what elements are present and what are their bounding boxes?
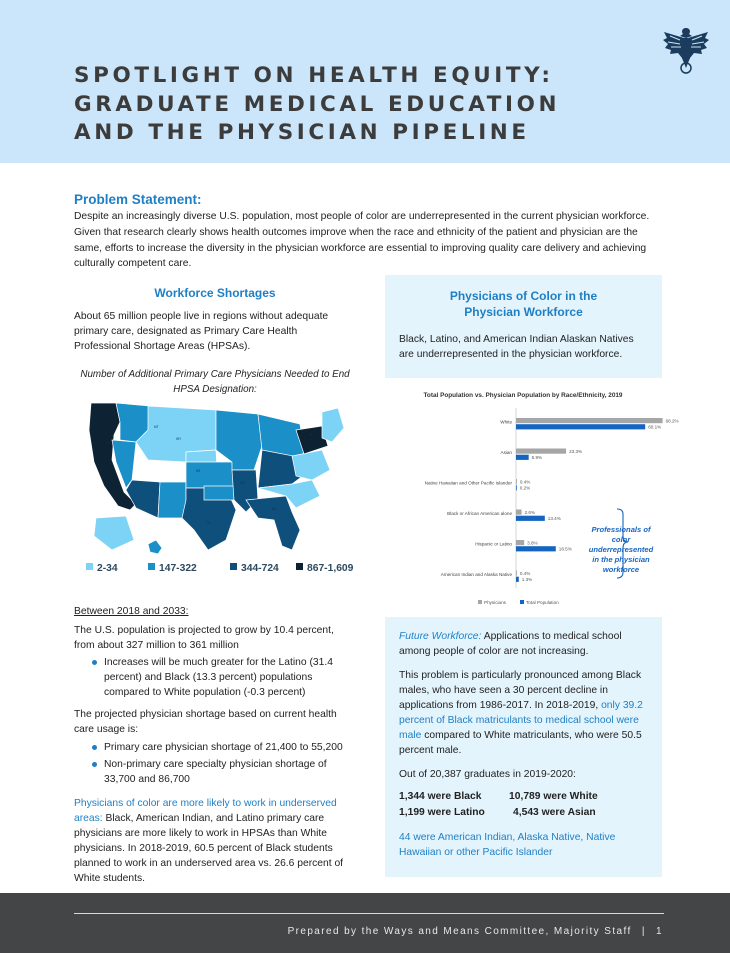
list-item: Non-primary care specialty physician shortage of 33,700 and 86,700 bbox=[92, 757, 356, 787]
underserved-link[interactable]: Physicians of color are more likely to work in underserved areas: bbox=[74, 798, 337, 824]
annotation-line-3: underrepresented bbox=[588, 545, 654, 554]
chart-title: Total Population vs. Physician Population by Race/Ethnicity, 2019 bbox=[423, 392, 623, 399]
map-region-midwest bbox=[216, 410, 262, 470]
legend-swatch-1 bbox=[86, 563, 93, 570]
graduates-footer: 44 were American Indian, Alaska Native, Native Hawaiian or other Pacific Islander bbox=[399, 832, 616, 858]
race-ethnicity-bar-chart bbox=[385, 384, 679, 614]
page-number: 1 bbox=[656, 926, 663, 937]
bar-value-label: 23.3% bbox=[569, 448, 583, 454]
title-line-2: GRADUATE MEDICAL EDUCATION bbox=[74, 91, 561, 117]
color-box-body: Black, Latino, and American Indian Alaskan Natives are underrepresented in the physician workforce. bbox=[399, 334, 634, 360]
shortage-list bbox=[92, 740, 356, 787]
graduates-intro: Out of 20,387 graduates in 2019-2020: bbox=[399, 769, 576, 780]
category-label: Black or African American alone bbox=[447, 511, 512, 516]
graduates-grid bbox=[399, 790, 648, 820]
legend-label-4: 867-1,609 bbox=[307, 563, 354, 574]
category-label: Asian bbox=[500, 450, 512, 455]
bar-value-label: 68.2% bbox=[665, 418, 679, 424]
legend-swatch-physicians bbox=[478, 600, 482, 604]
category-label: Hispanic or Latino bbox=[475, 541, 512, 547]
map-region-alaska bbox=[94, 516, 134, 550]
footer-separator: | bbox=[641, 926, 646, 937]
map-region-southwest bbox=[158, 482, 186, 518]
legend-item-1 bbox=[86, 563, 118, 574]
page-title bbox=[74, 62, 634, 148]
future-intro bbox=[399, 629, 648, 659]
bar-population bbox=[516, 577, 519, 582]
growth-text: The U.S. population is projected to grow by 10.4 percent, from about 327 million to 361 million bbox=[74, 625, 334, 651]
svg-text:KS: KS bbox=[196, 469, 201, 473]
underserved-text: Black, American Indian, and Latino primary care physicians are more likely to work in HPSAs than White physicians. In 2018-2019, 60.5 percent of Black students planned to work in an underserved area vs. 26.6 percent of White students. bbox=[74, 813, 344, 884]
legend-swatch-3 bbox=[230, 563, 237, 570]
svg-text:TX: TX bbox=[206, 521, 211, 525]
legend-swatch-4 bbox=[296, 563, 303, 570]
black-males-text-a: This problem is particularly pronounced among Black males, who have seen a 30 percent decline in applications from 1986-2017. In 2018-2019, bbox=[399, 670, 642, 711]
bar-physicians bbox=[516, 449, 566, 454]
svg-text:NY: NY bbox=[310, 433, 315, 437]
map-region-new-england bbox=[322, 408, 344, 442]
physicians-of-color-box bbox=[385, 275, 662, 378]
category-label: American Indian and Alaska Native bbox=[440, 572, 512, 577]
map-legend bbox=[86, 562, 356, 578]
bar-value-label: 0.2% bbox=[519, 485, 531, 491]
bar-population bbox=[516, 424, 645, 429]
footer-text bbox=[288, 926, 663, 937]
svg-text:CA: CA bbox=[106, 441, 111, 445]
annotation-line-2: color bbox=[611, 535, 631, 544]
bar-physicians bbox=[516, 510, 522, 515]
legend-swatch-population bbox=[520, 600, 524, 604]
shortage-intro: The projected physician shortage based on current health care usage is: bbox=[74, 709, 337, 735]
svg-text:MT: MT bbox=[154, 425, 159, 429]
bar-population bbox=[516, 516, 545, 521]
category-label: White bbox=[500, 419, 512, 425]
chart-legend bbox=[478, 600, 559, 605]
svg-text:GA: GA bbox=[272, 507, 277, 511]
eagle-seal-icon bbox=[660, 24, 712, 74]
annotation-line-5: workforce bbox=[602, 565, 640, 574]
list-item: Primary care physician shortage of 21,400 to 55,200 bbox=[92, 740, 356, 755]
title-line-3: AND THE PHYSICIAN PIPELINE bbox=[74, 120, 530, 145]
map-caption: Number of Additional Primary Care Physicians Needed to End HPSA Designation: bbox=[80, 369, 350, 395]
color-box-heading bbox=[385, 288, 662, 320]
bar-value-label: 13.4% bbox=[547, 516, 561, 521]
bar-population bbox=[516, 485, 517, 490]
bar-value-label: 60.1% bbox=[648, 424, 662, 430]
future-workforce-box bbox=[385, 617, 662, 877]
graduates-asian: 4,543 were Asian bbox=[513, 807, 596, 818]
svg-text:WY: WY bbox=[176, 437, 182, 441]
graduates-white: 10,789 were White bbox=[509, 791, 598, 802]
map-region-oklahoma bbox=[204, 486, 234, 500]
legend-label-physicians: Physicians bbox=[484, 600, 506, 605]
map-region-arizona bbox=[126, 480, 160, 518]
problem-body: Despite an increasingly diverse U.S. population, most people of color are underrepresented in the current physician workforce. Given that research clearly shows health outcomes improve when the race and ethnicity of the patient and physician are the same, efforts to increase the diversity in the physician workforce are essential to improving quality care delivery and achieving culturally competent care. bbox=[74, 211, 650, 270]
problem-heading: Problem Statement: bbox=[74, 192, 202, 207]
color-box-heading-line-2: Physician Workforce bbox=[464, 305, 583, 319]
list-item: Increases will be much greater for the Latino (31.4 percent) and Black (13.3 percent) populations compared to White population (-0.3 percent) bbox=[92, 655, 356, 700]
bar-value-label: 5.9% bbox=[531, 455, 543, 460]
category-label: Native Hawaiian and Other Pacific Islander bbox=[424, 480, 512, 486]
shortages-intro: About 65 million people live in regions without adequate primary care, designated as Primary Care Health Professional Shortage Areas (HPSAs). bbox=[74, 311, 329, 352]
bar-population bbox=[516, 455, 529, 460]
legend-label-population: Total Population bbox=[526, 600, 559, 605]
bar-physicians bbox=[516, 571, 517, 576]
future-lead: Future Workforce: bbox=[399, 631, 482, 642]
graduates-black: 1,344 were Black bbox=[399, 791, 482, 802]
bar-physicians bbox=[516, 479, 517, 484]
annotation-line-4: in the physician bbox=[592, 555, 650, 564]
map-region-south bbox=[246, 496, 300, 550]
future-lead-text: Applications to medical school among people of color are not increasing. bbox=[399, 631, 622, 657]
growth-list bbox=[92, 655, 356, 700]
shortages-heading: Workforce Shortages bbox=[154, 286, 276, 300]
footer-rule bbox=[74, 913, 664, 914]
legend-item-3 bbox=[230, 563, 279, 574]
footer bbox=[0, 893, 730, 953]
black-males-text-b: compared to White matriculants, who were 50.5 percent male. bbox=[399, 730, 642, 756]
bar-value-label: 3.8% bbox=[527, 540, 538, 546]
period-label: Between 2018 and 2033: bbox=[74, 606, 189, 617]
svg-text:MS: MS bbox=[240, 481, 245, 485]
workforce-shortages-section bbox=[74, 286, 356, 397]
footer-credit: Prepared by the Ways and Means Committee, Majority Staff bbox=[287, 926, 632, 937]
us-hpsa-map bbox=[86, 400, 352, 560]
matriculants-link[interactable]: only 39.2 percent of Black matriculants to medical school were male bbox=[399, 700, 643, 741]
bar-population bbox=[516, 546, 556, 551]
bar-value-label: 0.4% bbox=[519, 570, 531, 576]
legend-item-2 bbox=[148, 563, 197, 574]
bar-value-label: 0.4% bbox=[519, 479, 531, 485]
legend-swatch-2 bbox=[148, 563, 155, 570]
bar-value-label: 18.5% bbox=[558, 546, 572, 552]
bar-physicians bbox=[516, 418, 663, 423]
underserved-paragraph bbox=[74, 796, 356, 886]
map-region-central bbox=[186, 462, 234, 488]
legend-label-3: 344-724 bbox=[241, 563, 279, 574]
header-banner bbox=[0, 0, 730, 163]
legend-item-4 bbox=[296, 563, 353, 574]
color-box-heading-line-1: Physicians of Color in the bbox=[449, 289, 598, 303]
map-region-hawaii bbox=[148, 540, 162, 554]
title-line-1: SPOTLIGHT ON HEALTH EQUITY: bbox=[74, 63, 554, 88]
legend-label-2: 147-322 bbox=[159, 563, 197, 574]
legend-label-1: 2-34 bbox=[97, 563, 118, 574]
bar-value-label: 1.3% bbox=[521, 577, 533, 582]
projections-section bbox=[74, 604, 356, 886]
graduates-latino: 1,199 were Latino bbox=[399, 807, 485, 818]
annotation-line-1: Professionals of bbox=[591, 525, 651, 534]
bar-physicians bbox=[516, 540, 524, 545]
black-males-paragraph bbox=[399, 668, 648, 758]
bar-value-label: 2.6% bbox=[524, 509, 536, 515]
